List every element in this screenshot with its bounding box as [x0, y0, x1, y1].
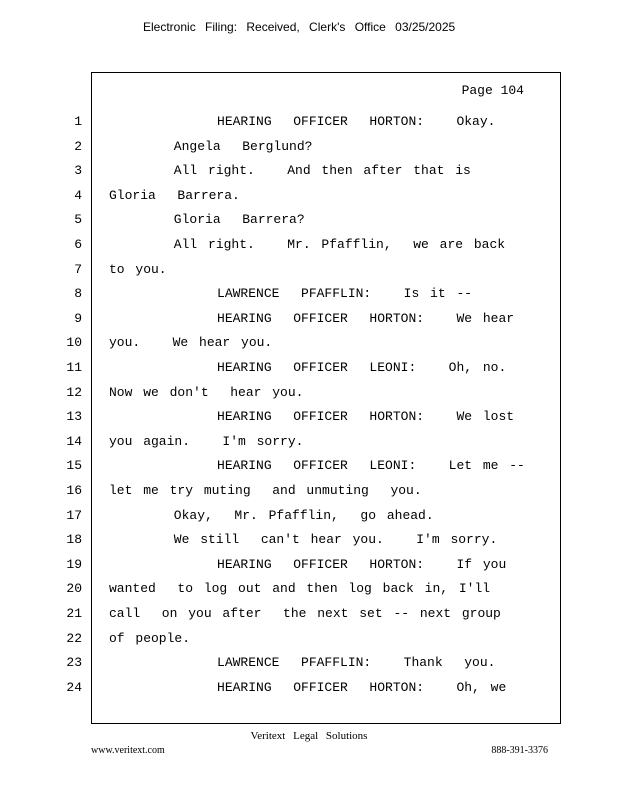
transcript-line: call on you after the next set -- next group [109, 606, 501, 621]
line-number: 1 [74, 114, 82, 129]
transcript-line: you. We hear you. [109, 335, 273, 350]
transcript-line: Angela Berglund? [109, 139, 313, 154]
page-number: Page 104 [461, 83, 524, 98]
transcript-line: Now we don't hear you. [109, 385, 304, 400]
line-number: 7 [74, 262, 82, 277]
transcript-line: Okay, Mr. Pfafflin, go ahead. [109, 508, 434, 523]
transcript-line: HEARING OFFICER HORTON: We hear [109, 311, 515, 326]
transcript-line: to you. [109, 262, 167, 277]
line-number: 14 [66, 434, 82, 449]
filing-stamp-header: Electronic Filing: Received, Clerk's Office 03/25/2025 [143, 20, 456, 34]
transcript-line: let me try muting and unmuting you. [109, 483, 422, 498]
line-number: 5 [74, 212, 82, 227]
transcript-line: you again. I'm sorry. [109, 434, 304, 449]
line-number: 4 [74, 188, 82, 203]
footer-website: www.veritext.com [91, 745, 165, 756]
line-number: 11 [66, 360, 82, 375]
line-number: 24 [66, 680, 82, 695]
line-number: 10 [66, 335, 82, 350]
transcript-line: We still can't hear you. I'm sorry. [109, 532, 498, 547]
footer-company: Veritext Legal Solutions [250, 730, 368, 742]
line-number: 15 [66, 458, 82, 473]
line-number: 20 [66, 581, 82, 596]
transcript-line: Gloria Barrera. [109, 188, 240, 203]
transcript-line: HEARING OFFICER HORTON: Okay. [109, 114, 496, 129]
line-number: 12 [66, 385, 82, 400]
line-number: 18 [66, 532, 82, 547]
transcript-line: HEARING OFFICER LEONI: Oh, no. [109, 360, 507, 375]
line-number: 9 [74, 311, 82, 326]
transcript-line: HEARING OFFICER HORTON: We lost [109, 409, 515, 424]
transcript-line: wanted to log out and then log back in, I'll [109, 581, 491, 596]
line-number: 17 [66, 508, 82, 523]
line-number: 22 [66, 631, 82, 646]
line-number: 3 [74, 163, 82, 178]
transcript-line: HEARING OFFICER LEONI: Let me -- [109, 458, 525, 473]
line-number: 13 [66, 409, 82, 424]
transcript-line: of people. [109, 631, 191, 646]
transcript-line: LAWRENCE PFAFFLIN: Thank you. [109, 655, 496, 670]
transcript-line: All right. And then after that is [109, 163, 471, 178]
line-number: 19 [66, 557, 82, 572]
footer-phone: 888-391-3376 [491, 745, 548, 756]
line-number: 8 [74, 286, 82, 301]
transcript-line: All right. Mr. Pfafflin, we are back [109, 237, 506, 252]
transcript-line: HEARING OFFICER HORTON: Oh, we [109, 680, 507, 695]
transcript-line: Gloria Barrera? [109, 212, 305, 227]
transcript-line: HEARING OFFICER HORTON: If you [109, 557, 507, 572]
line-number: 2 [74, 139, 82, 154]
line-number: 6 [74, 237, 82, 252]
line-number: 16 [66, 483, 82, 498]
line-number: 21 [66, 606, 82, 621]
line-number: 23 [66, 655, 82, 670]
transcript-line: LAWRENCE PFAFFLIN: Is it -- [109, 286, 473, 301]
